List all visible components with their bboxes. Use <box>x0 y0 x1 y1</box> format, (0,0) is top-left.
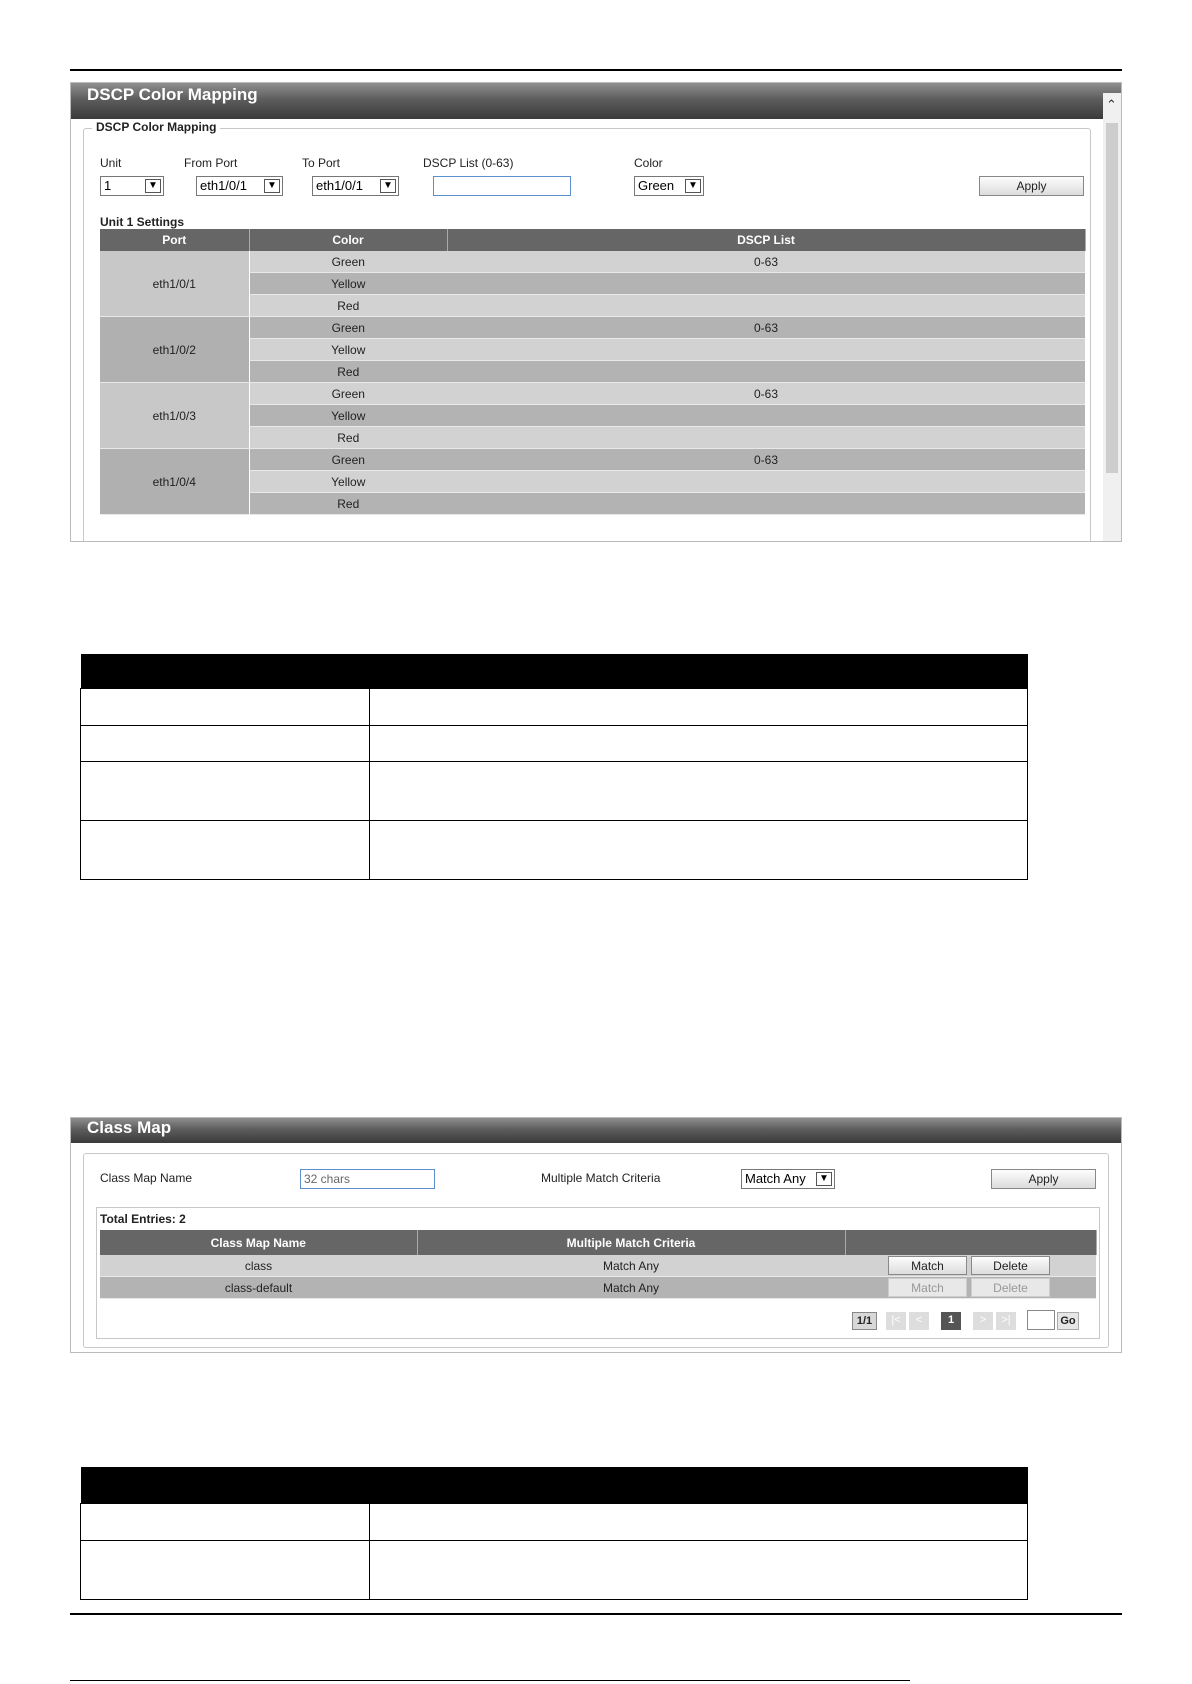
chevron-down-icon: ▼ <box>145 179 161 193</box>
column-header-class-map-name: Class Map Name <box>100 1230 417 1255</box>
class-map-name-cell: class <box>100 1255 417 1277</box>
dscp-form-fieldset <box>83 120 1091 542</box>
table-row <box>100 383 1085 405</box>
page-bottom-rule <box>70 1613 1122 1615</box>
footer-rule <box>70 1680 910 1681</box>
table-cell <box>370 821 1028 880</box>
go-page-input[interactable] <box>1027 1310 1055 1330</box>
match-criteria-cell: Match Any <box>417 1277 845 1299</box>
chevron-up-icon[interactable]: ⌃ <box>1106 97 1117 112</box>
color-cell: Yellow <box>249 405 447 427</box>
table-cell <box>81 762 370 821</box>
current-page[interactable]: 1 <box>941 1312 961 1330</box>
description-table-header <box>81 1467 1028 1504</box>
color-cell: Yellow <box>249 339 447 361</box>
dscp-list-cell: 0-63 <box>447 251 1085 273</box>
multiple-match-criteria-label: Multiple Match Criteria <box>541 1171 661 1185</box>
class-map-name-cell: class-default <box>100 1277 417 1299</box>
table-cell <box>370 689 1028 726</box>
description-table-2 <box>80 1467 1028 1600</box>
prev-page-button[interactable]: < <box>909 1312 929 1330</box>
description-table-1 <box>80 654 1028 880</box>
next-page-button[interactable]: > <box>973 1312 993 1330</box>
dscp-list-cell: 0-63 <box>447 449 1085 471</box>
match-button[interactable]: Match <box>888 1256 967 1275</box>
delete-button[interactable]: Delete <box>971 1256 1050 1275</box>
color-label: Color <box>634 156 663 170</box>
table-cell <box>370 726 1028 762</box>
dscp-list-cell: 0-63 <box>447 383 1085 405</box>
match-criteria-select[interactable]: Match Any ▼ <box>741 1169 835 1189</box>
dscp-list-cell <box>447 493 1085 515</box>
actions-cell <box>845 1277 1096 1299</box>
scrollbar-thumb[interactable] <box>1106 123 1118 473</box>
window-title: DSCP Color Mapping <box>87 85 258 104</box>
table-row <box>100 1277 1096 1299</box>
description-table-header <box>81 654 1028 689</box>
dscp-list-cell: 0-63 <box>447 317 1085 339</box>
match-button-disabled: Match <box>888 1278 967 1297</box>
class-map-table <box>100 1230 1097 1299</box>
color-select[interactable]: Green ▼ <box>634 176 704 196</box>
color-cell: Red <box>249 427 447 449</box>
class-map-name-label: Class Map Name <box>100 1171 193 1185</box>
to-port-select[interactable]: eth1/0/1 ▼ <box>312 176 399 196</box>
from-port-select[interactable]: eth1/0/1 ▼ <box>196 176 283 196</box>
color-cell: Red <box>249 295 447 317</box>
page-top-rule <box>70 69 1122 71</box>
unit-select[interactable]: 1 ▼ <box>100 176 164 196</box>
color-cell: Red <box>249 361 447 383</box>
color-cell: Green <box>249 251 447 273</box>
table-cell <box>370 1504 1028 1541</box>
color-cell: Green <box>249 449 447 471</box>
color-cell: Yellow <box>249 471 447 493</box>
table-cell <box>81 689 370 726</box>
window-title-bar <box>71 1118 1121 1143</box>
total-entries: Total Entries: 2 <box>100 1212 186 1226</box>
column-header-port: Port <box>100 229 249 251</box>
table-cell <box>81 821 370 880</box>
from-port-label: From Port <box>184 156 238 170</box>
dscp-list-cell <box>447 471 1085 493</box>
first-page-button[interactable]: |< <box>886 1312 906 1330</box>
table-row <box>100 1255 1096 1277</box>
unit-settings-title: Unit 1 Settings <box>100 215 185 229</box>
table-cell <box>370 1541 1028 1600</box>
port-cell: eth1/0/4 <box>100 449 249 515</box>
window-title: Class Map <box>87 1118 172 1137</box>
table-cell <box>370 762 1028 821</box>
dscp-list-cell <box>447 339 1085 361</box>
color-cell: Red <box>249 493 447 515</box>
color-cell: Green <box>249 383 447 405</box>
table-cell <box>81 1504 370 1541</box>
column-header-match-criteria: Multiple Match Criteria <box>417 1230 845 1255</box>
dscp-list-cell <box>447 361 1085 383</box>
apply-button[interactable]: Apply <box>979 176 1084 196</box>
column-header-color: Color <box>249 229 447 251</box>
vertical-scrollbar[interactable] <box>1103 93 1121 542</box>
port-cell: eth1/0/2 <box>100 317 249 383</box>
column-header-actions <box>845 1230 1096 1255</box>
dscp-list-cell <box>447 295 1085 317</box>
actions-cell <box>845 1255 1096 1277</box>
to-port-label: To Port <box>302 156 341 170</box>
color-cell: Yellow <box>249 273 447 295</box>
dscp-settings-table <box>100 229 1086 515</box>
port-cell: eth1/0/1 <box>100 251 249 317</box>
column-header-dscp-list: DSCP List <box>447 229 1085 251</box>
class-map-window <box>70 1117 1122 1353</box>
chevron-down-icon: ▼ <box>264 179 280 193</box>
apply-button[interactable]: Apply <box>991 1169 1096 1189</box>
dscp-color-mapping-window <box>70 82 1122 542</box>
dscp-list-cell <box>447 273 1085 295</box>
color-cell: Green <box>249 317 447 339</box>
dscp-list-cell <box>447 405 1085 427</box>
dscp-list-label: DSCP List (0-63) <box>423 156 514 170</box>
port-cell: eth1/0/3 <box>100 383 249 449</box>
chevron-down-icon: ▼ <box>685 179 701 193</box>
last-page-button[interactable]: >| <box>996 1312 1016 1330</box>
go-button[interactable]: Go <box>1057 1312 1079 1330</box>
window-title-bar <box>71 83 1121 119</box>
match-criteria-cell: Match Any <box>417 1255 845 1277</box>
table-cell <box>81 1541 370 1600</box>
dscp-list-input[interactable] <box>433 176 571 196</box>
table-row <box>100 449 1085 471</box>
table-cell <box>81 726 370 762</box>
delete-button-disabled: Delete <box>971 1278 1050 1297</box>
page-info: 1/1 <box>852 1312 877 1330</box>
table-row <box>100 317 1085 339</box>
class-map-fieldset <box>83 1153 1109 1348</box>
unit-label: Unit <box>100 156 122 170</box>
chevron-down-icon: ▼ <box>816 1172 832 1186</box>
fieldset-legend: DSCP Color Mapping <box>92 120 220 134</box>
chevron-down-icon: ▼ <box>380 179 396 193</box>
dscp-list-cell <box>447 427 1085 449</box>
table-row <box>100 251 1085 273</box>
class-map-name-input[interactable]: 32 chars <box>300 1169 435 1189</box>
